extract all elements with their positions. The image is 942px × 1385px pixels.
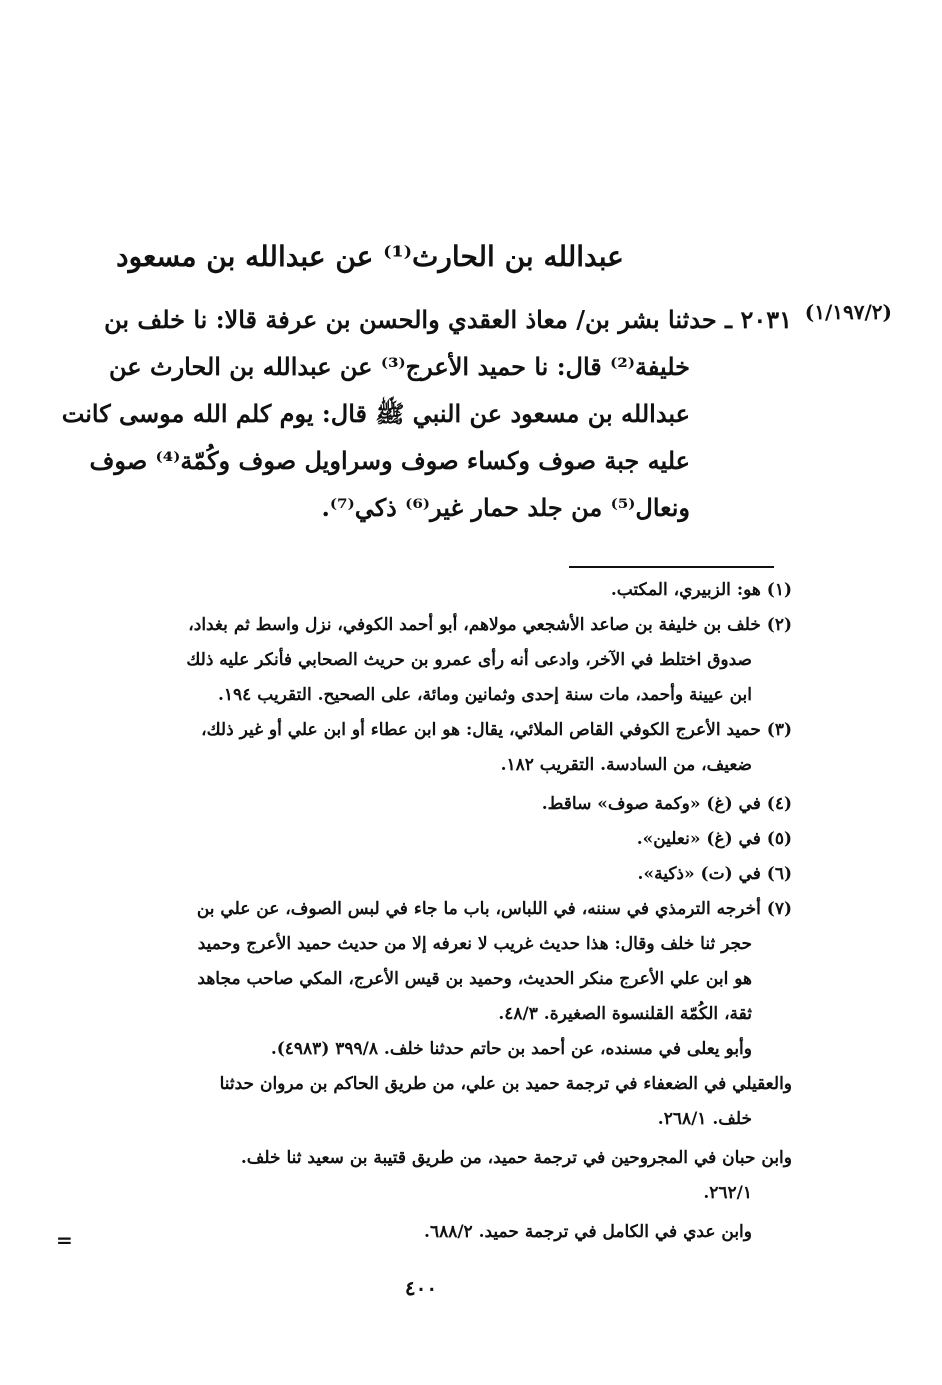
hadith-line-1: ٢٠٣١ ـ حدثنا بشر بن/ معاذ العقدي والحسن بن عرفة قالا: نا خلف بن [104, 305, 792, 334]
footnote-line: (١) هو: الزبيري، المكتب. [610, 580, 792, 600]
footnote-line: ثقة، الكُمّة القلنسوة الصغيرة. ٤٨/٣. [498, 1004, 752, 1024]
chapter-heading: عبدالله بن الحارث⁽¹⁾ عن عبدالله بن مسعود [116, 240, 624, 273]
footnote-line: خلف. ٢٦٨/١. [657, 1109, 752, 1129]
footnote-line: والعقيلي في الضعفاء في ترجمة حميد بن علي، من طريق الحاكم بن مروان حدثنا [219, 1074, 792, 1094]
footnote-line: (٤) في (غ) «وكمة صوف» ساقط. [541, 794, 792, 814]
footnote-line: (٣) حميد الأعرج الكوفي القاص الملائي، يقال: هو ابن عطاء أو ابن علي أو غير ذلك، [201, 720, 792, 740]
hadith-line-3: عبدالله بن مسعود عن النبي ﷺ قال: يوم كلم الله موسى كانت [61, 399, 690, 428]
hadith-line-2: خليفة⁽²⁾ قال: نا حميد الأعرج⁽³⁾ عن عبدالله بن الحارث عن [109, 352, 690, 381]
footnote-line: ضعيف، من السادسة. التقريب ١٨٢. [500, 755, 752, 775]
footnote-line: (٧) أخرجه الترمذي في سننه، في اللباس، باب ما جاء في لبس الصوف، عن علي بن [196, 899, 792, 919]
footnote-line: (٦) في (ت) «ذكية». [637, 864, 792, 884]
footnote-line: صدوق اختلط في الآخر، وادعى أنه رأى عمرو بن حريث الصحابي فأنكر عليه ذلك [186, 650, 752, 670]
footnote-separator [569, 566, 774, 568]
footnote-line: هو ابن علي الأعرج منكر الحديث، وحميد بن قيس الأعرج، المكي صاحب مجاهد [197, 969, 752, 989]
footnote-line: وأبو يعلى في مسنده، عن أحمد بن حاتم حدثنا خلف. ٣٩٩/٨ (٤٩٨٣). [270, 1039, 752, 1059]
continuation-mark: = [56, 1228, 73, 1252]
hadith-line-4: عليه جبة صوف وكساء صوف وسراويل صوف وكُمّة⁽⁴⁾ صوف [89, 446, 690, 475]
footnote-line: (٥) في (غ) «نعلين». [636, 829, 792, 849]
footnote-line: وابن حبان في المجروحين في ترجمة حميد، من طريق قتيبة بن سعيد ثنا خلف. [240, 1148, 792, 1168]
footnote-line: (٢) خلف بن خليفة بن صاعد الأشجعي مولاهم، أبو أحمد الكوفي، نزل واسط ثم بغداد، [188, 615, 792, 635]
hadith-line-5: ونعال⁽⁵⁾ من جلد حمار غير⁽⁶⁾ ذكي⁽⁷⁾. [321, 493, 690, 522]
page-number: ٤٠٠ [404, 1276, 438, 1300]
footnote-line: حجر ثنا خلف وقال: هذا حديث غريب لا نعرفه إلا من حديث حميد الأعرج وحميد [197, 934, 752, 954]
manuscript-reference: (١/١٩٧/٢) [804, 300, 892, 324]
footnote-line: ٢٦٢/١. [703, 1183, 752, 1203]
footnote-line: وابن عدي في الكامل في ترجمة حميد. ٦٨٨/٢. [424, 1222, 752, 1242]
footnote-line: ابن عيينة وأحمد، مات سنة إحدى وثمانين ومائة، على الصحيح. التقريب ١٩٤. [218, 685, 752, 705]
